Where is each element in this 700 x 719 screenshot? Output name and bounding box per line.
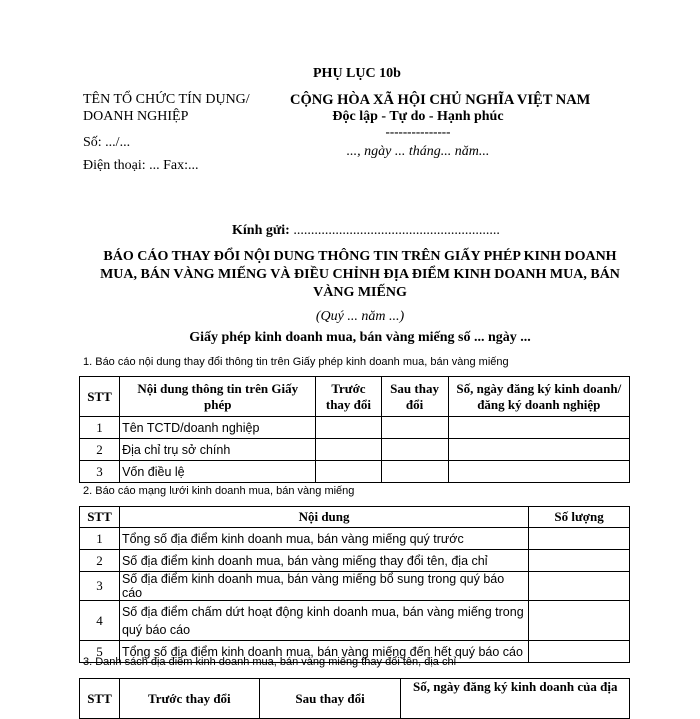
appendix-title: PHỤ LỤC 10b <box>313 66 401 81</box>
addressee-label: Kính gửi: <box>232 223 290 238</box>
col-registration: Số, ngày đăng ký kinh doanh/đăng ký doanh nghiệp <box>448 377 629 417</box>
col-after: Sau thay đổi <box>381 377 448 417</box>
col-stt: STT <box>80 679 120 719</box>
document-date: ..., ngày ... tháng... năm... <box>346 144 490 159</box>
col-after: Sau thay đổi <box>259 679 401 719</box>
row-content: Tên TCTD/doanh nghiệp <box>120 417 316 439</box>
row-stt: 1 <box>80 528 120 550</box>
motto: Độc lập - Tự do - Hạnh phúc <box>332 109 504 124</box>
row-quantity-cell <box>529 601 630 641</box>
col-stt: STT <box>80 377 120 417</box>
section3-table <box>79 678 630 719</box>
row-stt: 1 <box>80 417 120 439</box>
table-row <box>80 528 630 550</box>
row-quantity-cell <box>529 572 630 601</box>
row-after-cell <box>381 461 448 483</box>
row-stt: 2 <box>80 550 120 572</box>
col-registration: Số, ngày đăng ký kinh doanh của địa <box>401 679 630 719</box>
row-registration-cell <box>448 417 629 439</box>
table-row <box>80 601 630 641</box>
table-row <box>80 461 630 483</box>
section3-heading: 3. Danh sách địa điểm kinh doanh mua, bán vàng miếng thay đổi tên, địa chỉ <box>83 656 457 668</box>
organization-name-line2: DOANH NGHIỆP <box>83 109 189 124</box>
table-row <box>80 417 630 439</box>
report-title-line2: MUA, BÁN VÀNG MIẾNG VÀ ĐIỀU CHỈNH ĐỊA ĐIỂM KINH DOANH MUA, BÁN <box>100 267 620 282</box>
row-stt: 3 <box>80 461 120 483</box>
table-row <box>80 572 630 601</box>
row-stt: 4 <box>80 601 120 641</box>
addressee <box>232 223 500 239</box>
col-content: Nội dung <box>119 507 528 528</box>
document-number: Số: .../... <box>83 135 131 150</box>
section1-heading: 1. Báo cáo nội dung thay đổi thông tin trên Giấy phép kinh doanh mua, bán vàng miếng <box>83 356 509 368</box>
addressee-dots: ........................................................... <box>293 223 500 238</box>
country-name: CỘNG HÒA XÃ HỘI CHỦ NGHĨA VIỆT NAM <box>290 92 591 108</box>
section2-table <box>79 506 630 663</box>
row-content: Số địa điểm chấm dứt hoạt động kinh doanh mua, bán vàng miếng trong quý báo cáo <box>119 601 528 641</box>
section1-table <box>79 376 630 483</box>
phone-fax: Điện thoại: ... Fax:... <box>83 158 199 173</box>
table-row <box>80 550 630 572</box>
row-content: Tổng số địa điểm kinh doanh mua, bán vàng miếng đến hết quý báo cáo <box>119 641 528 663</box>
report-title <box>60 248 660 302</box>
section3-header-row <box>80 679 630 719</box>
report-title-line3: VÀNG MIẾNG <box>313 285 407 300</box>
row-registration-cell <box>448 439 629 461</box>
section2-heading: 2. Báo cáo mạng lưới kinh doanh mua, bán vàng miếng <box>83 485 355 497</box>
col-before: Trước thay đổi <box>316 377 381 417</box>
report-period: (Quý ... năm ...) <box>315 309 405 324</box>
table-row <box>80 439 630 461</box>
col-stt: STT <box>80 507 120 528</box>
row-before-cell <box>316 439 381 461</box>
col-content: Nội dung thông tin trên Giấy phép <box>120 377 316 417</box>
report-title-line1: BÁO CÁO THAY ĐỔI NỘI DUNG THÔNG TIN TRÊN GIẤY PHÉP KINH DOANH <box>103 249 617 264</box>
row-content: Địa chỉ trụ sở chính <box>120 439 316 461</box>
row-stt: 2 <box>80 439 120 461</box>
col-quantity: Số lượng <box>529 507 630 528</box>
row-content: Số địa điểm kinh doanh mua, bán vàng miếng thay đổi tên, địa chỉ <box>119 550 528 572</box>
col-before: Trước thay đổi <box>119 679 259 719</box>
row-before-cell <box>316 417 381 439</box>
row-registration-cell <box>448 461 629 483</box>
row-quantity-cell <box>529 641 630 663</box>
license-line: Giấy phép kinh doanh mua, bán vàng miếng số ... ngày ... <box>189 330 531 345</box>
row-after-cell <box>381 439 448 461</box>
row-content: Số địa điểm kinh doanh mua, bán vàng miếng bổ sung trong quý báo cáo <box>119 572 528 601</box>
row-quantity-cell <box>529 528 630 550</box>
motto-divider: --------------- <box>385 124 451 139</box>
row-quantity-cell <box>529 550 630 572</box>
row-after-cell <box>381 417 448 439</box>
row-content: Tổng số địa điểm kinh doanh mua, bán vàng miếng quý trước <box>119 528 528 550</box>
row-stt: 5 <box>80 641 120 663</box>
row-content: Vốn điều lệ <box>120 461 316 483</box>
row-before-cell <box>316 461 381 483</box>
organization-name-line1: TÊN TỔ CHỨC TÍN DỤNG/ <box>83 92 250 107</box>
section1-header-row <box>80 377 630 417</box>
row-stt: 3 <box>80 572 120 601</box>
section2-header-row <box>80 507 630 528</box>
